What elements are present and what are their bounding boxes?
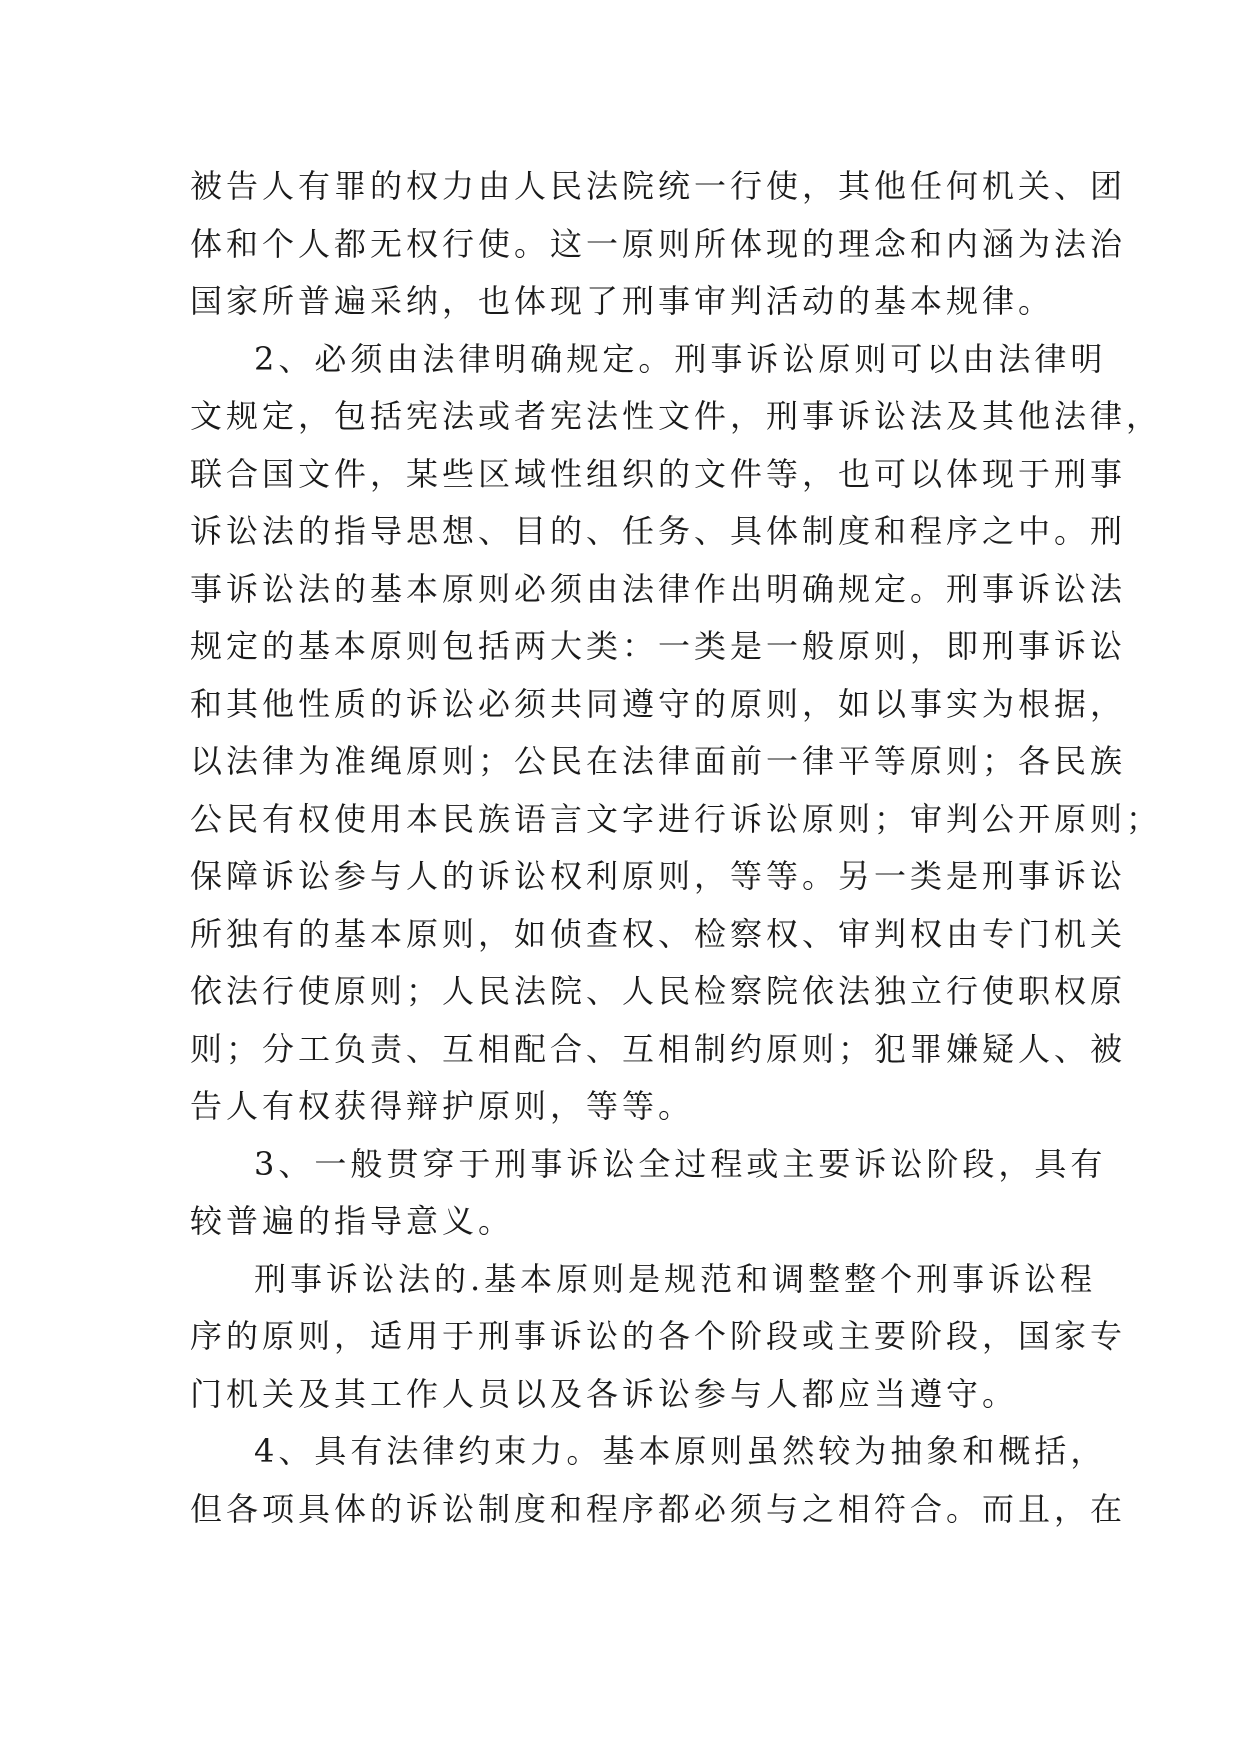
text-line: 以法律为准绳原则；公民在法律面前一律平等原则；各民族	[190, 742, 1127, 780]
text-line: 事诉讼法的基本原则必须由法律作出明确规定。刑事诉讼法	[190, 569, 1127, 608]
text-line: 刑事诉讼法的.基本原则是规范和调整整个刑事诉讼程	[254, 1259, 1097, 1298]
text-line: 序的原则，适用于刑事诉讼的各个阶段或主要阶段，国家专	[190, 1317, 1127, 1355]
text-line: 国家所普遍采纳，也体现了刑事审判活动的基本规律。	[190, 282, 1055, 320]
text-line: 门机关及其工作人员以及各诉讼参与人都应当遵守。	[190, 1374, 1019, 1413]
text-line: 被告人有罪的权力由人民法院统一行使，其他任何机关、团	[190, 167, 1127, 205]
text-line: 依法行使原则；人民法院、人民检察院依法独立行使职权原	[190, 972, 1127, 1010]
text-line: 告人有权获得辩护原则，等等。	[190, 1087, 695, 1125]
text-line: 4、具有法律约束力。基本原则虽然较为抽象和概括，	[254, 1432, 1107, 1470]
text-line: 文规定，包括宪法或者宪法性文件，刑事诉讼法及其他法律，	[190, 397, 1163, 435]
text-line: 联合国文件，某些区域性组织的文件等，也可以体现于刑事	[190, 454, 1127, 493]
text-line: 较普遍的指导意义。	[190, 1202, 515, 1240]
text-line: 诉讼法的指导思想、目的、任务、具体制度和程序之中。刑	[190, 512, 1127, 550]
text-line: 规定的基本原则包括两大类：一类是一般原则，即刑事诉讼	[190, 627, 1127, 665]
text-line: 则；分工负责、互相配合、互相制约原则；犯罪嫌疑人、被	[190, 1029, 1127, 1068]
text-line: 2、必须由法律明确规定。刑事诉讼原则可以由法律明	[254, 339, 1107, 378]
text-line: 3、一般贯穿于刑事诉讼全过程或主要诉讼阶段，具有	[254, 1144, 1107, 1183]
text-line: 体和个人都无权行使。这一原则所体现的理念和内涵为法治	[190, 224, 1127, 263]
document-body	[190, 158, 1163, 1538]
text-line: 和其他性质的诉讼必须共同遵守的原则，如以事实为根据，	[190, 684, 1127, 723]
text-line: 但各项具体的诉讼制度和程序都必须与之相符合。而且，在	[190, 1489, 1127, 1528]
text-line: 公民有权使用本民族语言文字进行诉讼原则；审判公开原则；	[190, 799, 1163, 838]
text-line: 保障诉讼参与人的诉讼权利原则，等等。另一类是刑事诉讼	[190, 857, 1127, 895]
text-line: 所独有的基本原则，如侦查权、检察权、审判权由专门机关	[190, 914, 1127, 953]
